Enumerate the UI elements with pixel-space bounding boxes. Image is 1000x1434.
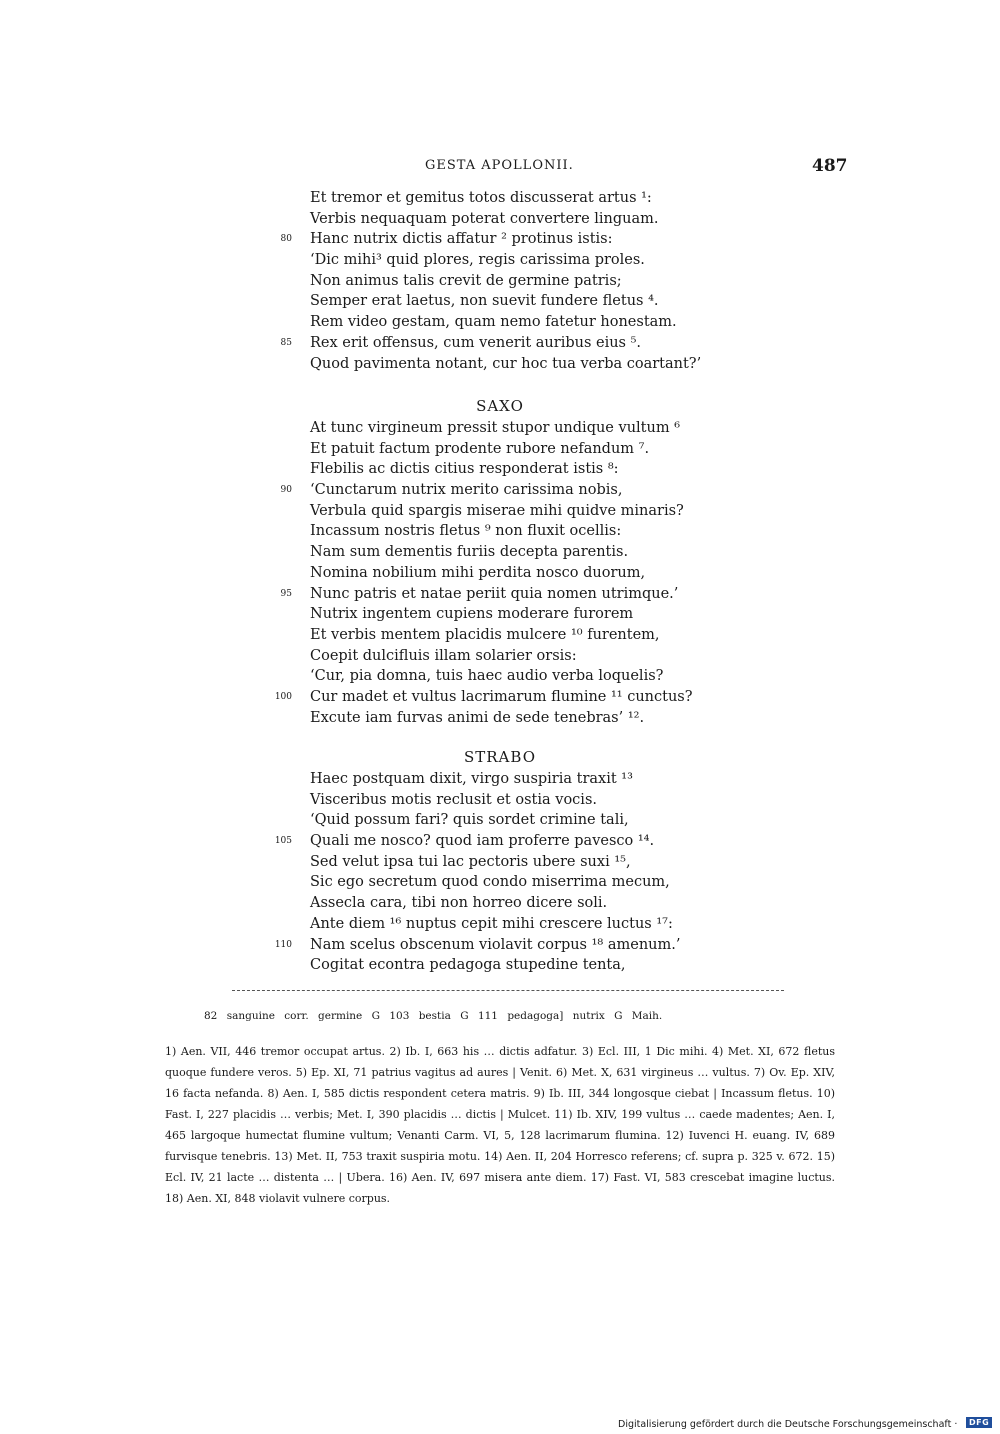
verse-line xyxy=(0,769,1000,790)
verse-line xyxy=(0,893,1000,914)
verse-text: Et verbis mentem placidis mulcere ¹⁰ furentem, xyxy=(310,626,660,643)
verse-line xyxy=(0,312,1000,333)
verse-text: Haec postquam dixit, virgo suspiria traxit ¹³ xyxy=(310,771,633,787)
verse-text: Assecla cara, tibi non horreo dicere soli. xyxy=(310,895,608,912)
verse-line xyxy=(0,646,1000,667)
verse-line xyxy=(0,790,1000,811)
verse-text: Non animus talis crevit de germine patris; xyxy=(310,272,622,289)
verse-text: ‘Quid possum fari? quis sordet crimine tali, xyxy=(310,812,629,829)
critical-apparatus: 82 sanguine corr. germine G 103 bestia G 111 pedagoga] nutrix G Maih. xyxy=(204,1010,663,1022)
line-number: 110 xyxy=(274,939,292,950)
section-heading-saxo: SAXO xyxy=(476,397,524,415)
verse-line xyxy=(0,480,1000,501)
verse-text: Flebilis ac dictis citius responderat istis ⁸: xyxy=(310,461,619,478)
verse-text: Verbis nequaquam poterat convertere linguam. xyxy=(310,210,659,227)
verse-line xyxy=(0,666,1000,687)
verse-line xyxy=(0,229,1000,250)
verse-line xyxy=(0,439,1000,460)
digitization-credit: Digitalisierung gefördert durch die Deutsche Forschungsgemeinschaft · xyxy=(618,1419,958,1430)
verse-line xyxy=(0,955,1000,976)
verse-text: Et patuit factum prodente rubore nefandum ⁷. xyxy=(310,440,650,457)
verse-line xyxy=(0,521,1000,542)
verse-text: Rem video gestam, quam nemo fatetur honestam. xyxy=(310,314,677,331)
verse-text: ‘Cur, pia domna, tuis haec audio verba loquelis? xyxy=(310,668,664,685)
line-number: 95 xyxy=(280,588,292,599)
verse-text: Hanc nutrix dictis affatur ² protinus istis: xyxy=(310,231,613,248)
verse-line xyxy=(0,459,1000,480)
verse-text: Nam scelus obscenum violavit corpus ¹⁸ amenum.’ xyxy=(310,936,681,953)
verse-line xyxy=(0,271,1000,292)
footnote-text: 1) Aen. VII, 446 tremor occupat artus. 2) Ib. I, 663 his … dictis adfatur. 3) Ecl. III, 1 Dic mihi. 4) Met. XI, 672 fletus quoque fundere veros. 5) Ep. XI, 71 patrius vagitus ad aures | Venit. 6) Met. X, 631 virgineus … vultus. 7) Ov. Ep. XIV, 16 facta nefanda. 8) Aen. I, 585 dictis respondent cetera matris. 9) Ib. III, 344 longosque ciebat | Incassum fletus. 10) Fast. I, 227 placidis … verbis; Met. I, 390 placidis … dictis | Mulcet. 11) Ib. XIV, 199 vultus … caede madentes; Aen. I, 465 largoque humectat flumine vultum; Venanti Carm. VI, 5, 128 lacrimarum flumina. 12) Iuvenci H. euang. IV, 689 furvisque tenebris. 13) Met. II, 753 traxit suspiria motu. 14) Aen. II, 204 Horresco referens; cf. supra p. 325 v. 672. 15) Ecl. IV, 21 lacte … distenta … | Ubera. 16) Aen. IV, 697 misera ante diem. 17) Fast. VI, 583 crescebat imagine luctus. 18) Aen. XI, 848 violavit vulnere corpus. xyxy=(165,1045,835,1205)
verse-line xyxy=(0,188,1000,209)
verse-line xyxy=(0,935,1000,956)
verse-line xyxy=(0,687,1000,708)
verse-line xyxy=(0,810,1000,831)
verse-line xyxy=(0,418,1000,439)
dfg-logo: DFG xyxy=(966,1417,992,1428)
verse-text: At tunc virgineum pressit stupor undique vultum ⁶ xyxy=(310,420,681,436)
verse-text: Verbula quid spargis miserae mihi quidve minaris? xyxy=(310,502,684,519)
verse-text: Cogitat econtra pedagoga stupedine tenta, xyxy=(310,957,626,974)
verse-line xyxy=(0,250,1000,271)
line-number: 100 xyxy=(274,691,292,702)
verse-text: Excute iam furvas animi de sede tenebras’ ¹². xyxy=(310,709,645,726)
verse-text: Rex erit offensus, cum venerit auribus eius ⁵. xyxy=(310,334,642,351)
verse-line xyxy=(0,604,1000,625)
section-heading-strabo: STRABO xyxy=(463,748,536,766)
verse-line xyxy=(0,542,1000,563)
verse-line xyxy=(0,563,1000,584)
verse-text: Quod pavimenta notant, cur hoc tua verba coartant?’ xyxy=(310,355,702,372)
verse-text: Nam sum dementis furiis decepta parentis. xyxy=(310,544,629,561)
verse-line xyxy=(0,914,1000,935)
verse-block-2 xyxy=(0,418,1000,728)
line-number: 90 xyxy=(280,485,292,496)
verse-text: Sic ego secretum quod condo miserrima mecum, xyxy=(310,874,670,891)
verse-line xyxy=(0,872,1000,893)
verse-line xyxy=(0,291,1000,312)
verse-text: Visceribus motis reclusit et ostia vocis. xyxy=(310,791,597,808)
verse-text: Coepit dulcifluis illam solarier orsis: xyxy=(310,647,577,664)
line-number: 105 xyxy=(274,836,292,847)
verse-text: Nutrix ingentem cupiens moderare furorem xyxy=(310,606,634,623)
verse-text: Nomina nobilium mihi perdita nosco duorum, xyxy=(310,564,646,581)
footnotes xyxy=(165,1041,835,1209)
verse-line xyxy=(0,501,1000,522)
verse-block-3 xyxy=(0,769,1000,976)
verse-text: Ante diem ¹⁶ nuptus cepit mihi crescere luctus ¹⁷: xyxy=(310,915,673,932)
verse-line xyxy=(0,209,1000,230)
footnote-divider xyxy=(232,990,784,991)
verse-block-1 xyxy=(0,188,1000,374)
verse-line xyxy=(0,625,1000,646)
verse-line xyxy=(0,354,1000,375)
verse-line xyxy=(0,831,1000,852)
verse-text: ‘Cunctarum nutrix merito carissima nobis, xyxy=(310,482,623,499)
verse-text: Cur madet et vultus lacrimarum flumine ¹¹ cunctus? xyxy=(310,688,693,705)
verse-text: Sed velut ipsa tui lac pectoris ubere suxi ¹⁵, xyxy=(310,853,631,870)
verse-line xyxy=(0,584,1000,605)
verse-line xyxy=(0,852,1000,873)
verse-text: Nunc patris et natae periit quia nomen utrimque.’ xyxy=(310,585,679,602)
verse-line xyxy=(0,708,1000,729)
verse-text: ‘Dic mihi³ quid plores, regis carissima proles. xyxy=(310,252,645,269)
line-number: 80 xyxy=(280,234,292,245)
verse-text: Et tremor et gemitus totos discusserat artus ¹: xyxy=(310,190,652,206)
verse-line xyxy=(0,333,1000,354)
page-number: 487 xyxy=(812,156,848,176)
verse-text: Incassum nostris fletus ⁹ non fluxit ocellis: xyxy=(310,523,622,540)
verse-text: Semper erat laetus, non suevit fundere fletus ⁴. xyxy=(310,293,659,310)
running-head xyxy=(0,156,1000,180)
running-title: GESTA APOLLONII. xyxy=(425,158,574,173)
verse-text: Quali me nosco? quod iam proferre pavesco ¹⁴. xyxy=(310,833,655,850)
line-number: 85 xyxy=(280,337,292,348)
